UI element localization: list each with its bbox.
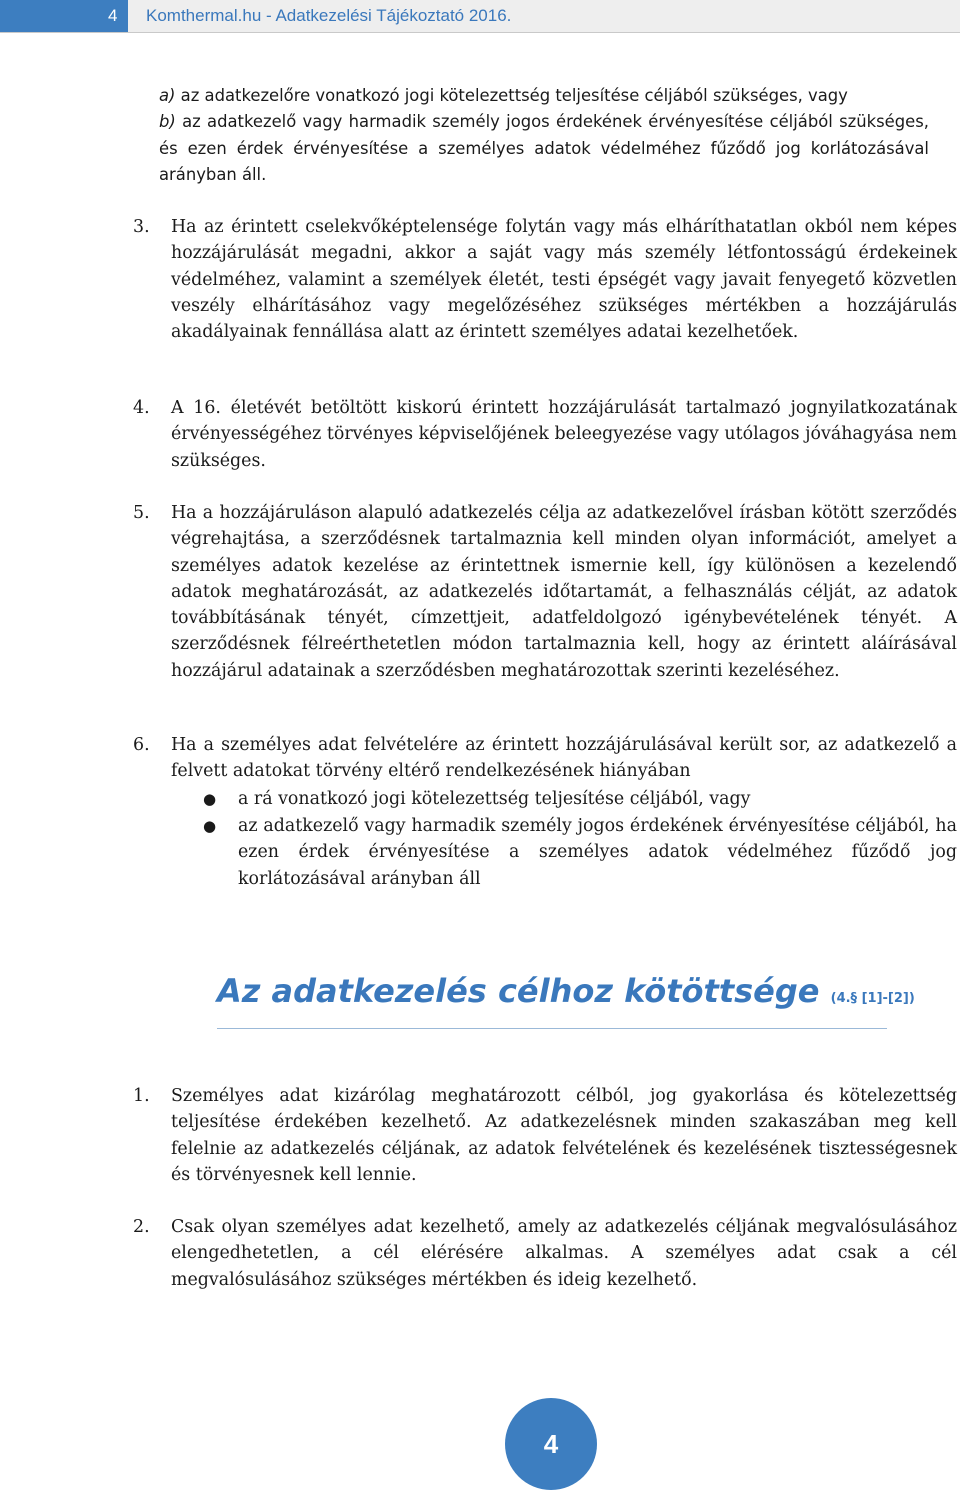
bullet-text: az adatkezelő vagy harmadik személy jogos érdekének érvényesítése céljából, ha ezen érdek érvényesítése a személyes adatok védelméhez fűződő jog korlátozásával arányban áll (238, 816, 957, 889)
section-heading (217, 968, 915, 1022)
intro-b-label: b) (159, 112, 176, 132)
item-text: Ha az érintett cselekvőképtelensége folytán vagy más elháríthatatlan okból nem képes hozzájárulását megadni, akkor a saját vagy más személy létfontosságú érdekeinek védelméhez, valamint a személyek életét, testi épségét vagy javait fenyegető közvetlen veszély elhárításához vagy megelőzéséhez szükséges mértékben a hozzájárulás akadályainak fennállása alatt az érintett személyes adatai kezelhetőek. (171, 217, 957, 343)
section-item-text: Személyes adat kizárólag meghatározott célból, jog gyakorlása és kötelezettség teljesítése érdekében kezelhető. Az adatkezelésnek minden szakaszában meg kell felelnie az adatkezelés céljának, az adatok felvételének és kezelésének tisztességesnek és törvényesnek kell lennie. (171, 1086, 957, 1185)
section-reference: (4.§ [1]-[2]) (830, 991, 915, 1006)
intro-item-a (159, 83, 929, 109)
header-title: Komthermal.hu - Adatkezelési Tájékoztató 2016. (146, 6, 512, 25)
page-header (0, 0, 960, 33)
item-text: Ha a személyes adat felvételére az érintett hozzájárulásával került sor, az adatkezelő a felvett adatokat törvény eltérő rendelkezésének hiányában (171, 735, 957, 782)
section-title: Az adatkezelés célhoz kötöttsége (217, 972, 820, 1010)
intro-b-text: az adatkezelő vagy harmadik személy jogos érdekének érvényesítése céljából szükséges, és ezen érdek érvényesítése a személyes adatok védelméhez fűződő jog korlátozásával arányban áll. (159, 112, 929, 184)
bullet-text: a rá vonatkozó jogi kötelezettség teljesítése céljából, vagy (238, 789, 751, 809)
footer-page-number: 4 (505, 1398, 597, 1490)
heading-divider (217, 1028, 887, 1029)
item-number: 5. (133, 503, 150, 523)
bullet-icon: ● (203, 817, 217, 835)
item-text: A 16. életévét betöltött kiskorú érintett hozzájárulását tartalmazó jognyilatkozatának érvényességéhez törvényes képviselőjének beleegyezése vagy utólagos jóváhagyása nem szükséges. (171, 398, 957, 471)
intro-a-label: a) (159, 86, 176, 105)
intro-item-b (159, 109, 929, 188)
item-number: 3. (133, 217, 150, 237)
intro-a-text: az adatkezelőre vonatkozó jogi kötelezettség teljesítése céljából szükséges, vagy (180, 86, 848, 105)
intro-paragraph (159, 83, 929, 188)
section-item-number: 2. (133, 1217, 150, 1237)
item-number: 6. (133, 735, 150, 755)
item-number: 4. (133, 398, 150, 418)
item-text: Ha a hozzájáruláson alapuló adatkezelés célja az adatkezelővel írásban kötött szerződés végrehajtása, a szerződésnek tartalmaznia kell minden olyan információt, amelyet a személyes adatok kezelése az érintettnek ismernie kell, így különösen a kezelendő adatok meghatározását, az adatkezelés időtartamát, a felhasználás célját, az adatok továbbításának tényét, címzettjeit, adatfeldolgozó igénybevételének tényét. A szerződésnek félreérthetetlen módon tartalmaznia kell, hogy az érintett aláírásával hozzájárul adatainak a szerződésben meghatározottak szerinti kezeléséhez. (171, 503, 957, 681)
section-item-text: Csak olyan személyes adat kezelhető, amely az adatkezelés céljának megvalósulásához elengedhetetlen, a cél elérésére alkalmas. A személyes adat csak a cél megvalósulásához szükséges mértékben és ideig kezelhető. (171, 1217, 957, 1290)
bullet-icon: ● (203, 790, 217, 808)
section-item-number: 1. (133, 1086, 150, 1106)
header-page-number: 4 (108, 6, 118, 25)
header-page-tab (0, 0, 128, 32)
